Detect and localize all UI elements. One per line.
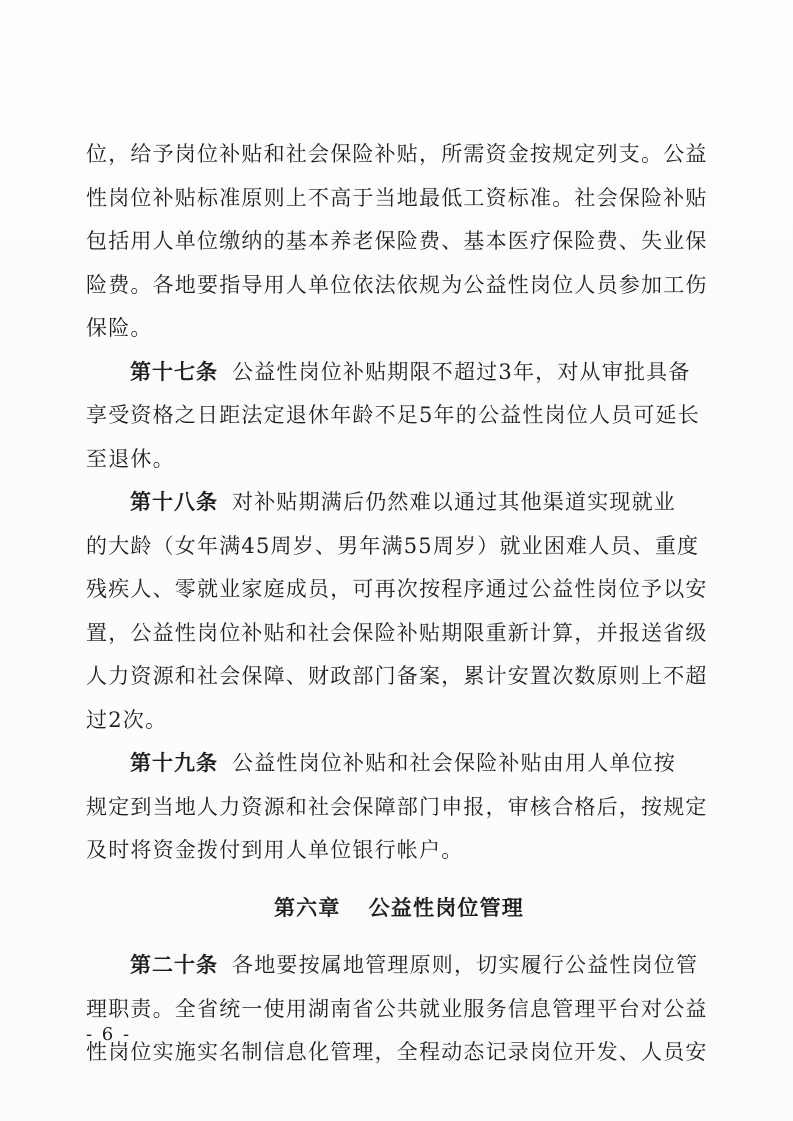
text-line: 的大龄（女年满45周岁、男年满55周岁）就业困难人员、重度	[86, 533, 700, 558]
text-line: 对补贴期满后仍然难以通过其他渠道实现就业	[232, 490, 676, 514]
text-line: 险费。各地要指导用人单位依法依规为公益性岗位人员参加工伤	[86, 272, 708, 297]
text-line: 性岗位补贴标准原则上不高于当地最低工资标准。社会保险补贴	[86, 185, 708, 210]
page-number: - 6 -	[86, 1024, 132, 1045]
text-line: 至退休。	[86, 446, 175, 471]
text-line: 人力资源和社会保障、财政部门备案，累计安置次数原则上不超	[86, 664, 708, 688]
article-20	[86, 944, 712, 1075]
text-line: 置，公益性岗位补贴和社会保险补贴期限重新计算，并报送省级	[86, 620, 708, 645]
chapter-title: 公益性岗位管理	[368, 895, 524, 920]
text-line: 享受资格之日距法定退休年龄不足5年的公益性岗位人员可延长	[86, 403, 700, 427]
text-line: 性岗位实施实名制信息化管理，全程动态记录岗位开发、人员安	[86, 1040, 708, 1064]
chapter-number: 第六章	[273, 895, 341, 920]
paragraph-continuation	[86, 133, 712, 351]
article-19	[86, 742, 712, 873]
chapter-heading	[86, 887, 712, 931]
text-line: 包括用人单位缴纳的基本养老保险费、基本医疗保险费、失业保	[86, 229, 708, 253]
text-line: 公益性岗位补贴和社会保险补贴由用人单位按	[232, 751, 676, 775]
document-body	[86, 133, 712, 1075]
text-line: 及时将资金拨付到用人单位银行帐户。	[86, 838, 464, 862]
article-17	[86, 351, 712, 482]
text-line: 各地要按属地管理原则，切实履行公益性岗位管	[232, 953, 699, 977]
article-18	[86, 481, 712, 742]
text-line: 理职责。全省统一使用湖南省公共就业服务信息管理平台对公益	[86, 996, 708, 1021]
text-line: 残疾人、零就业家庭成员，可再次按程序通过公益性岗位予以安	[86, 577, 708, 601]
text-line: 位，给予岗位补贴和社会保险补贴，所需资金按规定列支。公益	[86, 142, 708, 166]
article-heading: 第十七条	[130, 359, 218, 384]
text-line: 公益性岗位补贴期限不超过3年，对从审批具备	[232, 359, 691, 384]
article-heading: 第二十条	[130, 953, 218, 977]
article-heading: 第十八条	[130, 490, 218, 514]
article-heading: 第十九条	[130, 751, 218, 775]
text-line: 规定到当地人力资源和社会保障部门申报，审核合格后，按规定	[86, 794, 708, 819]
text-line: 保险。	[86, 316, 153, 340]
text-line: 过2次。	[86, 707, 168, 732]
